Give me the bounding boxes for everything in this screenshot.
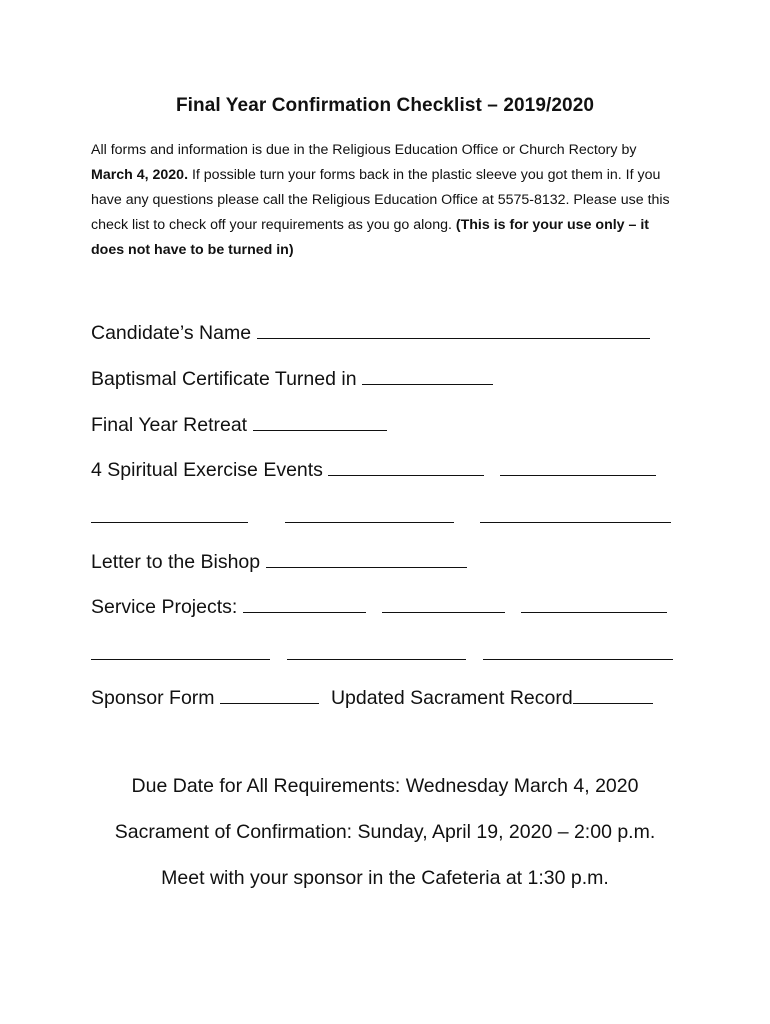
field-candidate-name xyxy=(91,318,650,346)
field-sponsor-form xyxy=(91,683,653,711)
field-spiritual-events-row2 xyxy=(91,502,671,530)
final-year-retreat-label: Final Year Retreat xyxy=(91,414,248,436)
field-final-year-retreat xyxy=(91,410,387,438)
intro-text-1: All forms and information is due in the Religious Education Office or Church Rectory by xyxy=(91,142,637,158)
intro-note: (This is for your use only – it does not have to be turned in) xyxy=(91,217,650,258)
service-projects-label: Service Projects: xyxy=(91,596,238,618)
spiritual-event-line-2[interactable] xyxy=(500,455,656,476)
meet-sponsor-text: Meet with your sponsor in the Cafeteria at 1:30 p.m. xyxy=(161,867,609,889)
baptismal-certificate-line[interactable] xyxy=(362,364,493,385)
baptismal-certificate-label: Baptismal Certificate Turned in xyxy=(91,368,357,390)
intro-due-date: March 4, 2020. xyxy=(91,167,189,183)
service-project-line-2[interactable] xyxy=(382,592,505,613)
service-project-line-4[interactable] xyxy=(91,639,270,660)
intro-text-2: If possible turn your forms back in the plastic sleeve you got them in. If you have any questions please call the Religious Education Office at 5575-8132. Please use this check list to check off your requirements as you go along. xyxy=(91,167,670,233)
spiritual-event-line-3[interactable] xyxy=(91,502,248,523)
field-spiritual-events xyxy=(91,455,656,483)
service-project-line-1[interactable] xyxy=(243,592,366,613)
service-project-line-5[interactable] xyxy=(287,639,466,660)
candidate-name-line[interactable] xyxy=(257,318,650,339)
page-title: Final Year Confirmation Checklist – 2019/2020 xyxy=(175,95,595,116)
sacrament-date-text: Sacrament of Confirmation: Sunday, April 19, 2020 – 2:00 p.m. xyxy=(114,821,656,843)
letter-bishop-label: Letter to the Bishop xyxy=(91,551,261,573)
updated-record-label: Updated Sacrament Record xyxy=(330,687,573,709)
field-service-projects-row2 xyxy=(91,639,673,667)
final-year-retreat-line[interactable] xyxy=(253,410,387,431)
spiritual-events-label: 4 Spiritual Exercise Events xyxy=(91,459,323,481)
field-letter-bishop xyxy=(91,547,467,575)
candidate-name-label: Candidate’s Name xyxy=(91,322,252,344)
service-project-line-3[interactable] xyxy=(521,592,667,613)
spiritual-event-line-4[interactable] xyxy=(285,502,454,523)
spiritual-event-line-1[interactable] xyxy=(328,455,484,476)
service-project-line-6[interactable] xyxy=(483,639,673,660)
due-date-text: Due Date for All Requirements: Wednesday March 4, 2020 xyxy=(131,775,639,797)
sponsor-form-line[interactable] xyxy=(220,683,319,704)
updated-record-line[interactable] xyxy=(573,683,653,704)
sponsor-form-label: Sponsor Form xyxy=(91,687,215,709)
field-service-projects xyxy=(91,592,667,620)
intro-paragraph xyxy=(91,138,681,263)
letter-bishop-line[interactable] xyxy=(266,547,467,568)
field-baptismal-certificate xyxy=(91,364,493,392)
spiritual-event-line-5[interactable] xyxy=(480,502,671,523)
